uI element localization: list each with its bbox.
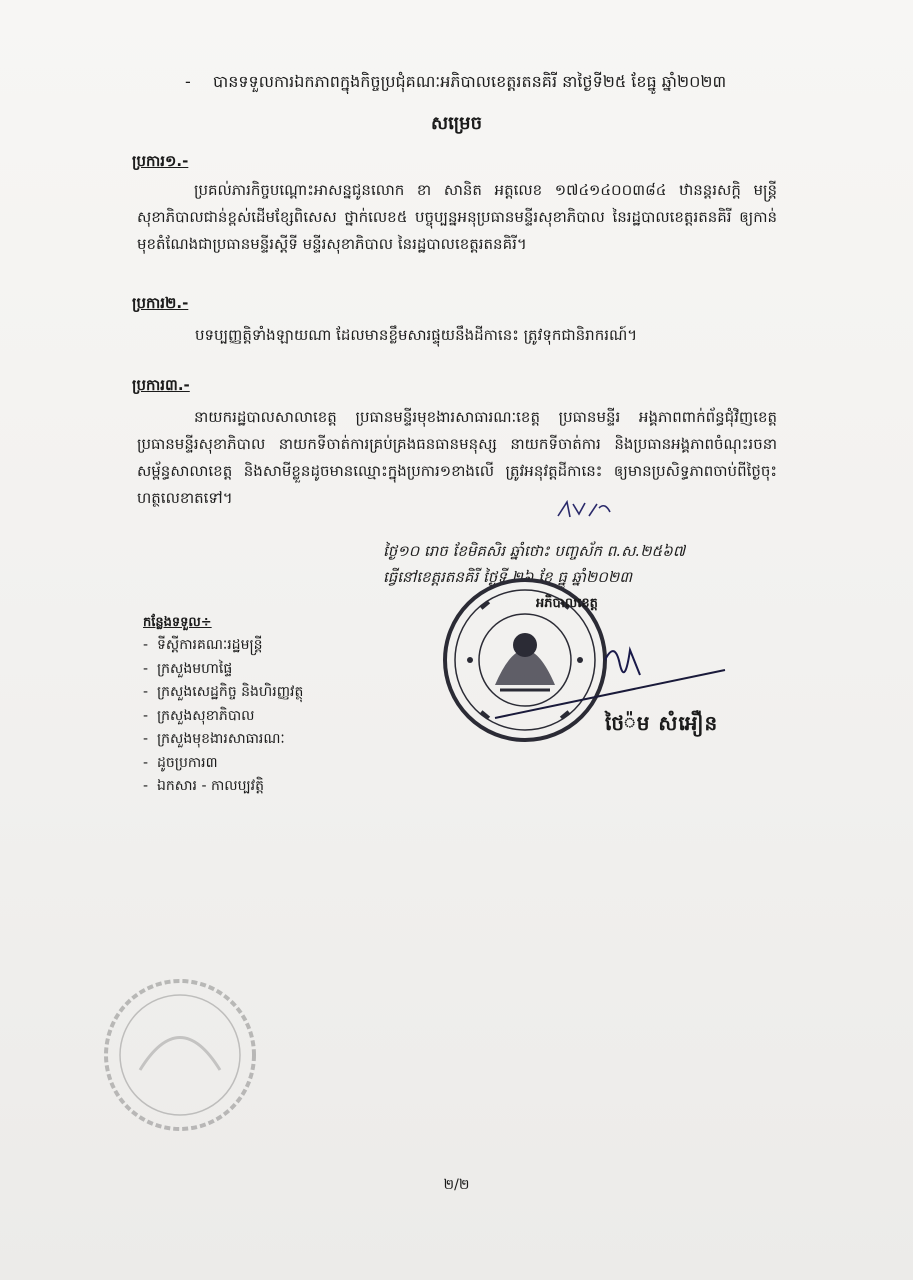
list-item: - ក្រសួងមហាផ្ទៃ: [143, 660, 233, 677]
signatory-title: អភិបាលខេត្ត: [536, 596, 598, 611]
list-item: - ក្រសួងសុខាភិបាល: [143, 707, 255, 724]
article-1-heading: ប្រការ១.-: [132, 152, 189, 170]
list-item: - ដូចប្រការ៣: [143, 754, 218, 771]
article-3-heading: ប្រការ៣.-: [132, 376, 190, 394]
list-item: - ក្រសួងសេដ្ឋកិច្ច និងហិរញ្ញវត្ថុ: [143, 684, 304, 700]
list-item: - ក្រសួងមុខងារសាធារណៈ: [143, 731, 285, 747]
page-number: ២/២: [443, 1177, 470, 1193]
signatory-name: ថៃ៉ម សំអឿន: [605, 711, 719, 735]
signature-icon: [490, 630, 730, 720]
handwritten-initial-mark: [555, 498, 615, 522]
solar-date: ធ្វើនៅខេត្តរតនគិរី ថ្ងៃទី ២៦ ខែ ធ្នូ ឆ្នាំ២០២៣: [383, 568, 633, 586]
article-1-text: ប្រគល់ភារកិច្ចបណ្ដោះអាសន្នជូនលោក ខា សានិត អត្តលេខ ១៧៤១៤០០៣៨៤ ឋានន្តរសក្តិ មន្ត្រីសុខាភិបាលជាន់ខ្ពស់ដើមខ្សែពិសេស ថ្នាក់លេខ៥ បច្ចុប្បន្នអនុប្រធានមន្ទីរសុខាភិបាល នៃរដ្ឋបាលខេត្តរតនគិរី ឲ្យកាន់មុខតំណែងជាប្រធានមន្ទីរស្តីទី មន្ទីរសុខាភិបាល នៃរដ្ឋបាលខេត្តរតនគិរី។: [137, 181, 777, 253]
recipients-list: [143, 612, 403, 799]
preamble-text: បានទទួលការឯកភាពក្នុងកិច្ចប្រជុំគណៈអភិបាលខេត្តរតនគិរី នាថ្ងៃទី២៥ ខែធ្នូ ឆ្នាំ២០២៣: [213, 72, 727, 91]
list-item: - ទីស្តីការគណៈរដ្ឋមន្ត្រី: [143, 637, 263, 653]
recipients-heading: កន្លែងទទួល÷: [143, 615, 212, 630]
article-2-heading: ប្រការ២.-: [132, 294, 189, 312]
decision-heading: សម្រេច: [430, 113, 483, 134]
lunar-date: ថ្ងៃ១០ រោច ខែមិគសិរ ឆ្នាំថោះ បញ្ចស័ក ព.ស.២៥៦៧: [383, 542, 686, 560]
article-3-text: នាយករដ្ឋបាលសាលាខេត្ត ប្រធានមន្ទីរមុខងារសាធារណៈខេត្ត ប្រធានមន្ទីរ អង្គភាពពាក់ព័ន្ធជុំវិញខេត្ត ប្រធានមន្ទីរសុខាភិបាល នាយកទីចាត់ការគ្រប់គ្រងធនធានមនុស្ស នាយកទីចាត់ការ និងប្រធានអង្គភាពចំណុះរចនាសម្ព័ន្ធសាលាខេត្ត និងសាមីខ្លួនដូចមានឈ្មោះក្នុងប្រការ១ខាងលើ ត្រូវអនុវត្តដីកានេះ ឲ្យមានប្រសិទ្ធភាពចាប់ពីថ្ងៃចុះហត្ថលេខាតទៅ។: [137, 408, 777, 507]
preamble-line: [185, 70, 825, 94]
bullet-dash: -: [185, 72, 191, 91]
list-item: - ឯកសារ - កាលប្បវត្តិ: [143, 778, 264, 794]
faded-seal-icon: [100, 975, 260, 1135]
article-2-text: បទប្បញ្ញត្តិទាំងឡាយណា ដែលមានខ្លឹមសារផ្ទុយនឹងដីកានេះ ត្រូវទុកជានិរាករណ៍។: [195, 326, 638, 344]
